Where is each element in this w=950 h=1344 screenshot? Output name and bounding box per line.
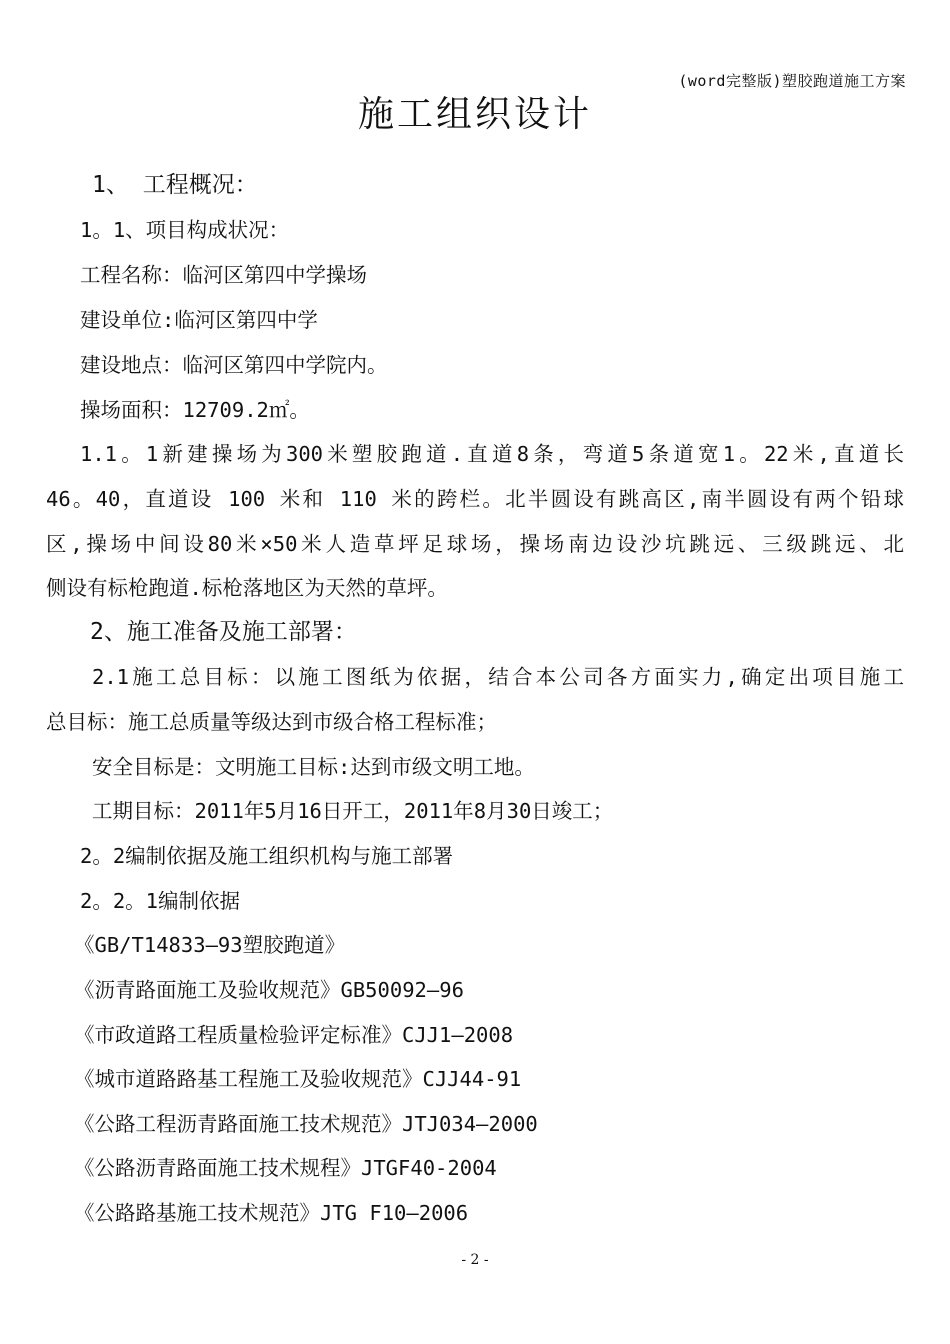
reference-item: 《公路路基施工技术规范》JTG F10—2006 — [74, 1201, 469, 1225]
paragraph-1-1-1-line: 侧设有标枪跑道.标枪落地区为天然的草坪。 — [46, 576, 448, 600]
paragraph-2-1-line: 2.1施工总目标：以施工图纸为依据，结合本公司各方面实力,确定出项目施工 — [92, 665, 904, 689]
paragraph-1-1-1-line: 46。40，直道设 100 米和 110 米的跨栏。北半圆设有跳高区,南半圆设有两个铅球 — [46, 487, 904, 511]
reference-item: 《沥青路面施工及验收规范》GB50092—96 — [74, 978, 464, 1002]
location: 建设地点：临河区第四中学院内。 — [80, 353, 388, 377]
paragraph-1-1-1-line: 区,操场中间设80米×50米人造草坪足球场，操场南边设沙坑跳远、三级跳远、北 — [46, 532, 904, 556]
project-name: 工程名称：临河区第四中学操场 — [80, 263, 367, 287]
header-note: (word完整版)塑胶跑道施工方案 — [678, 72, 906, 90]
section-1-heading: 1、 工程概况： — [92, 172, 258, 198]
reference-item: 《城市道路路基工程施工及验收规范》CJJ44-91 — [74, 1067, 522, 1091]
paragraph-2-1-line: 总目标：施工总质量等级达到市级合格工程标准； — [46, 710, 497, 734]
reference-item: 《公路工程沥青路面施工技术规范》JTJ034—2000 — [74, 1112, 538, 1136]
section-2-2-heading: 2。2编制依据及施工组织机构与施工部署 — [80, 844, 454, 868]
reference-item: 《市政道路工程质量检验评定标准》CJJ1—2008 — [74, 1023, 514, 1047]
section-1-1-heading: 1。1、项目构成状况： — [80, 218, 290, 242]
page-title: 施工组织设计 — [357, 94, 592, 135]
section-2-heading: 2、施工准备及施工部署： — [90, 619, 357, 645]
area: 操场面积：12709.2㎡。 — [80, 398, 310, 422]
safety-goal: 安全目标是：文明施工目标:达到市级文明工地。 — [92, 755, 535, 779]
builder: 建设单位:临河区第四中学 — [80, 308, 318, 332]
reference-item: 《GB/T14833—93塑胶跑道》 — [74, 933, 346, 957]
section-2-2-1-heading: 2。2。1编制依据 — [80, 889, 241, 913]
page-number: - 2 - — [461, 1252, 489, 1268]
schedule-goal: 工期目标：2011年5月16日开工，2011年8月30日竣工； — [92, 799, 614, 823]
reference-item: 《公路沥青路面施工技术规程》JTGF40-2004 — [74, 1156, 497, 1180]
paragraph-1-1-1-line: 1.1。1新建操场为300米塑胶跑道.直道8条，弯道5条道宽1。22米,直道长 — [80, 442, 904, 466]
